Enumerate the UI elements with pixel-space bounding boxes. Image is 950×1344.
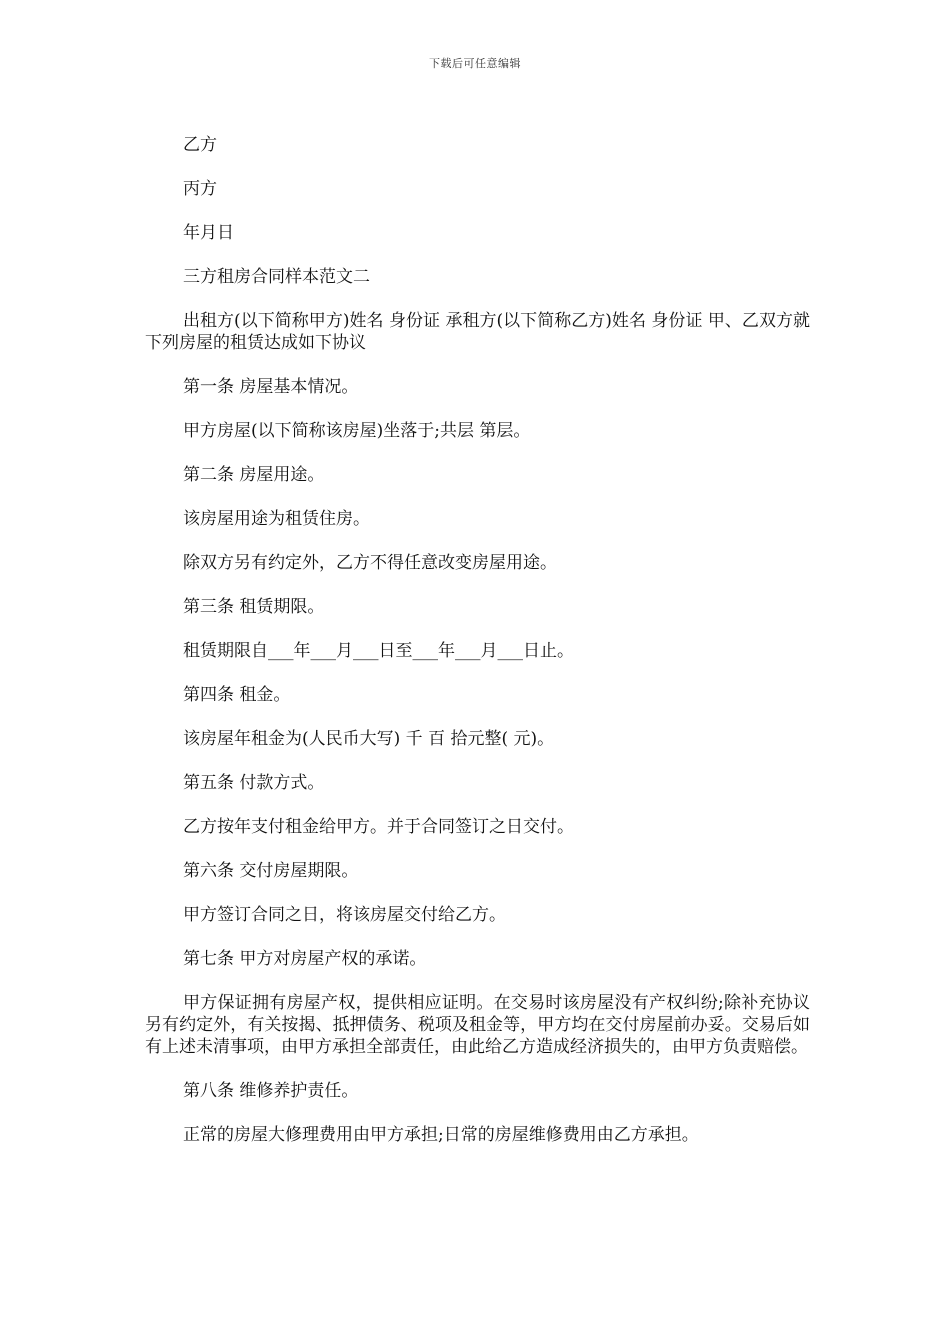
article-2-text-2: 除双方另有约定外，乙方不得任意改变房屋用途。 bbox=[183, 553, 557, 573]
page-header: 下载后可任意编辑 bbox=[429, 57, 521, 70]
article-4-text: 该房屋年租金为(人民币大写) 千 百 拾元整( 元)。 bbox=[183, 729, 555, 749]
article-8-heading: 第八条 维修养护责任。 bbox=[183, 1081, 359, 1101]
document-title: 三方租房合同样本范文二 bbox=[183, 267, 370, 287]
document-body bbox=[145, 134, 810, 1168]
signature-date: 年月日 bbox=[183, 223, 234, 243]
article-3-text: 租赁期限自___年___月___日至___年___月___日止。 bbox=[183, 641, 574, 661]
article-6-heading: 第六条 交付房屋期限。 bbox=[183, 861, 359, 881]
article-2-text: 该房屋用途为租赁住房。 bbox=[183, 509, 370, 529]
article-8-text: 正常的房屋大修理费用由甲方承担;日常的房屋维修费用由乙方承担。 bbox=[183, 1125, 699, 1145]
article-2-heading: 第二条 房屋用途。 bbox=[183, 465, 325, 485]
article-7-heading: 第七条 甲方对房屋产权的承诺。 bbox=[183, 949, 427, 969]
article-5-text: 乙方按年支付租金给甲方。并于合同签订之日交付。 bbox=[183, 817, 574, 837]
article-1-heading: 第一条 房屋基本情况。 bbox=[183, 377, 359, 397]
article-3-heading: 第三条 租赁期限。 bbox=[183, 597, 325, 617]
signature-party-b: 乙方 bbox=[183, 135, 217, 155]
article-6-text: 甲方签订合同之日，将该房屋交付给乙方。 bbox=[183, 905, 506, 925]
contract-preamble: 出租方(以下简称甲方)姓名 身份证 承租方(以下简称乙方)姓名 身份证 甲、乙双方就下列房屋的租赁达成如下协议 bbox=[145, 311, 810, 353]
article-1-text: 甲方房屋(以下简称该房屋)坐落于;共层 第层。 bbox=[183, 421, 531, 441]
signature-party-c: 丙方 bbox=[183, 179, 217, 199]
article-4-heading: 第四条 租金。 bbox=[183, 685, 291, 705]
article-5-heading: 第五条 付款方式。 bbox=[183, 773, 325, 793]
article-7-text: 甲方保证拥有房屋产权，提供相应证明。在交易时该房屋没有产权纠纷;除补充协议另有约定外，有关按揭、抵押债务、税项及租金等，甲方均在交付房屋前办妥。交易后如有上述未清事项，由甲方承担全部责任，由此给乙方造成经济损失的，由甲方负责赔偿。 bbox=[145, 993, 810, 1057]
